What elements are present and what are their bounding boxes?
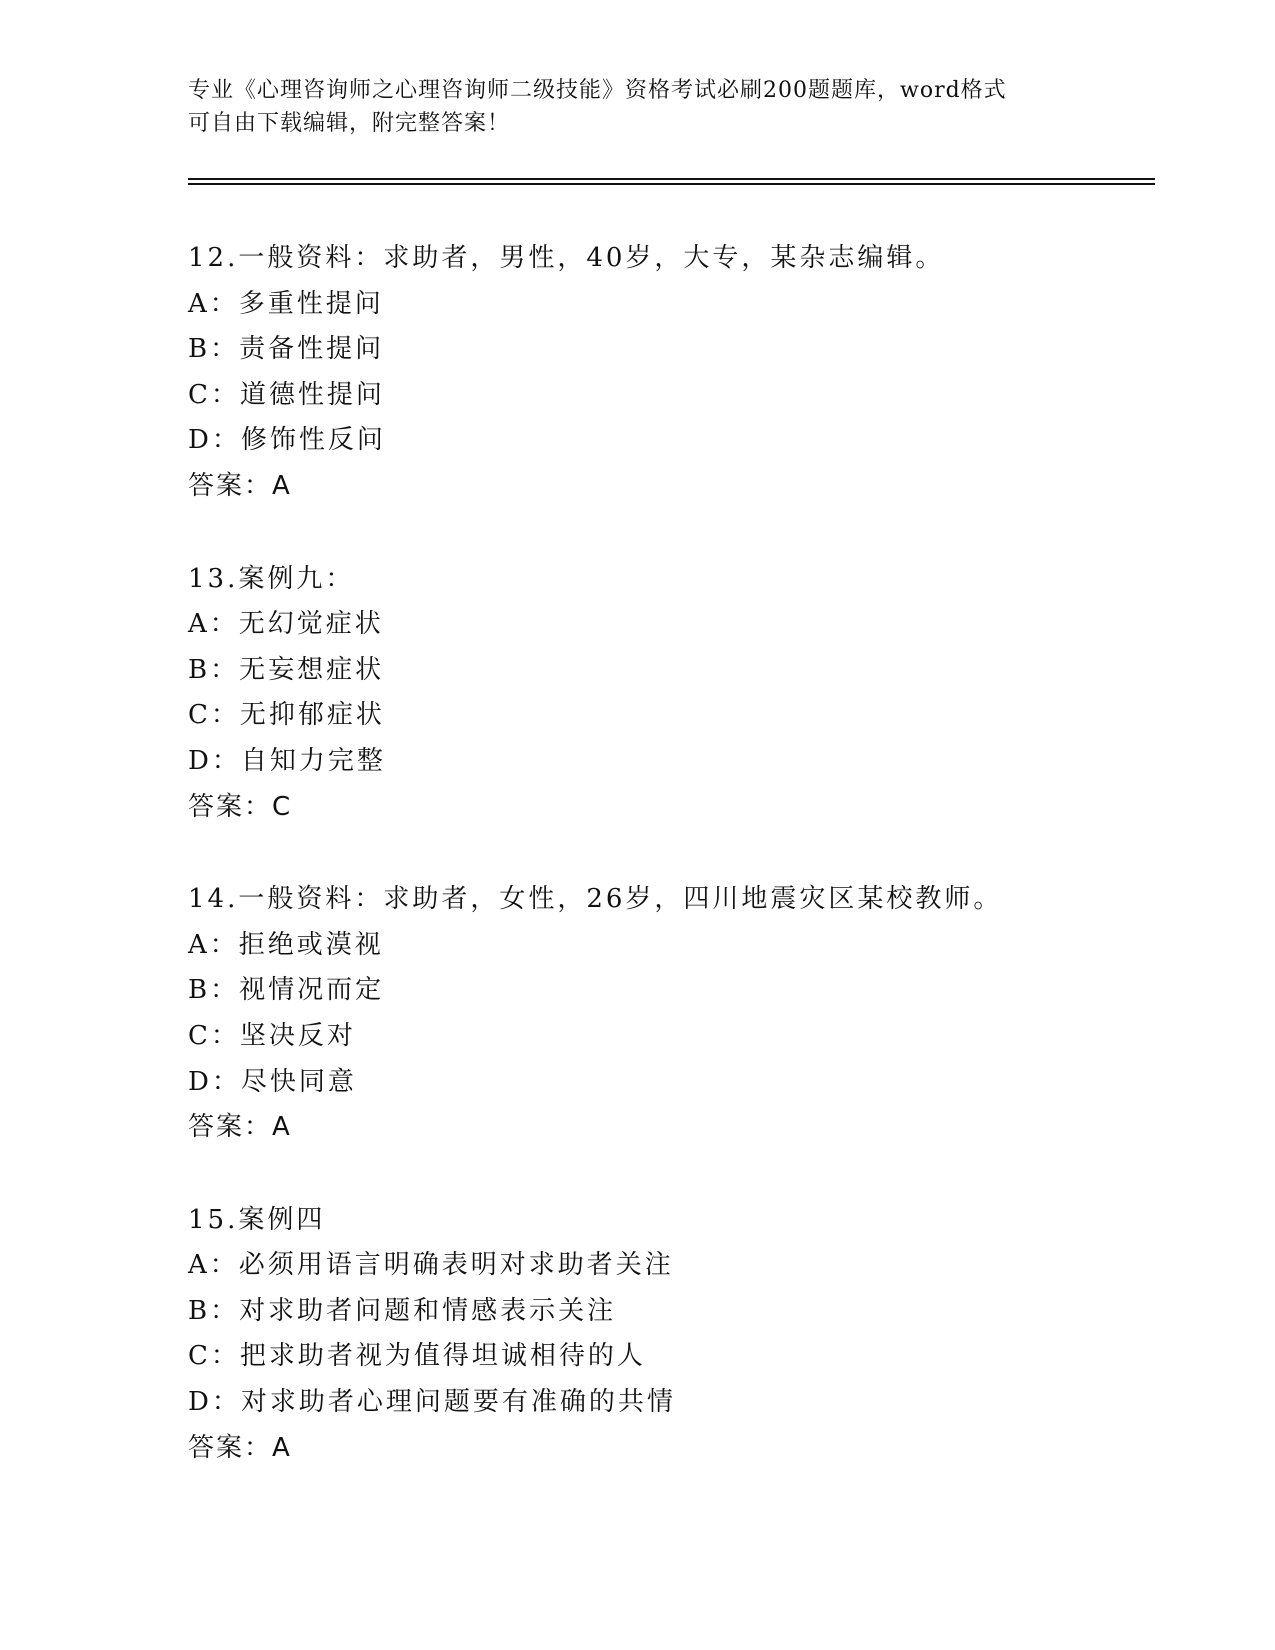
question-title: 14.一般资料：求助者，女性，26岁，四川地震灾区某校教师。	[188, 884, 1003, 915]
option-d: D：修饰性反问	[188, 425, 386, 456]
header-line-1: 专业《心理咨询师之心理咨询师二级技能》资格考试必刷200题题库，word格式	[188, 78, 1007, 103]
option-c: C：把求助者视为值得坦诚相待的人	[188, 1341, 646, 1372]
question-12	[188, 236, 1148, 510]
option-a: A：无幻觉症状	[188, 609, 384, 640]
answer: 答案：A	[188, 1432, 292, 1463]
question-title: 13.案例九：	[188, 563, 355, 594]
option-a: A：拒绝或漠视	[188, 929, 384, 960]
question-13	[188, 557, 1148, 831]
question-title: 12.一般资料：求助者，男性，40岁，大专，某杂志编辑。	[188, 243, 945, 273]
header-divider-bottom	[188, 183, 1155, 185]
answer: 答案：A	[188, 1112, 292, 1143]
option-b: B：视情况而定	[188, 975, 385, 1006]
option-c: C：无抑郁症状	[188, 700, 385, 731]
question-14	[188, 877, 1148, 1151]
document-header	[188, 74, 1088, 140]
answer: 答案：A	[188, 470, 292, 501]
option-d: D：自知力完整	[188, 745, 386, 776]
question-list	[188, 236, 1148, 1518]
answer: 答案：C	[188, 791, 293, 822]
option-b: B：对求助者问题和情感表示关注	[188, 1295, 617, 1326]
option-b: B：无妄想症状	[188, 654, 385, 685]
option-d: D：对求助者心理问题要有准确的共情	[188, 1387, 676, 1418]
option-d: D：尽快同意	[188, 1066, 357, 1097]
option-a: A：必须用语言明确表明对求助者关注	[188, 1250, 674, 1281]
question-15	[188, 1198, 1148, 1472]
header-divider-top	[188, 178, 1155, 180]
option-a: A：多重性提问	[188, 288, 384, 319]
option-c: C：道德性提问	[188, 379, 385, 410]
header-line-2: 可自由下载编辑，附完整答案！	[188, 111, 511, 136]
option-c: C：坚决反对	[188, 1020, 356, 1051]
question-title: 15.案例四	[188, 1204, 326, 1235]
option-b: B：责备性提问	[188, 334, 385, 365]
